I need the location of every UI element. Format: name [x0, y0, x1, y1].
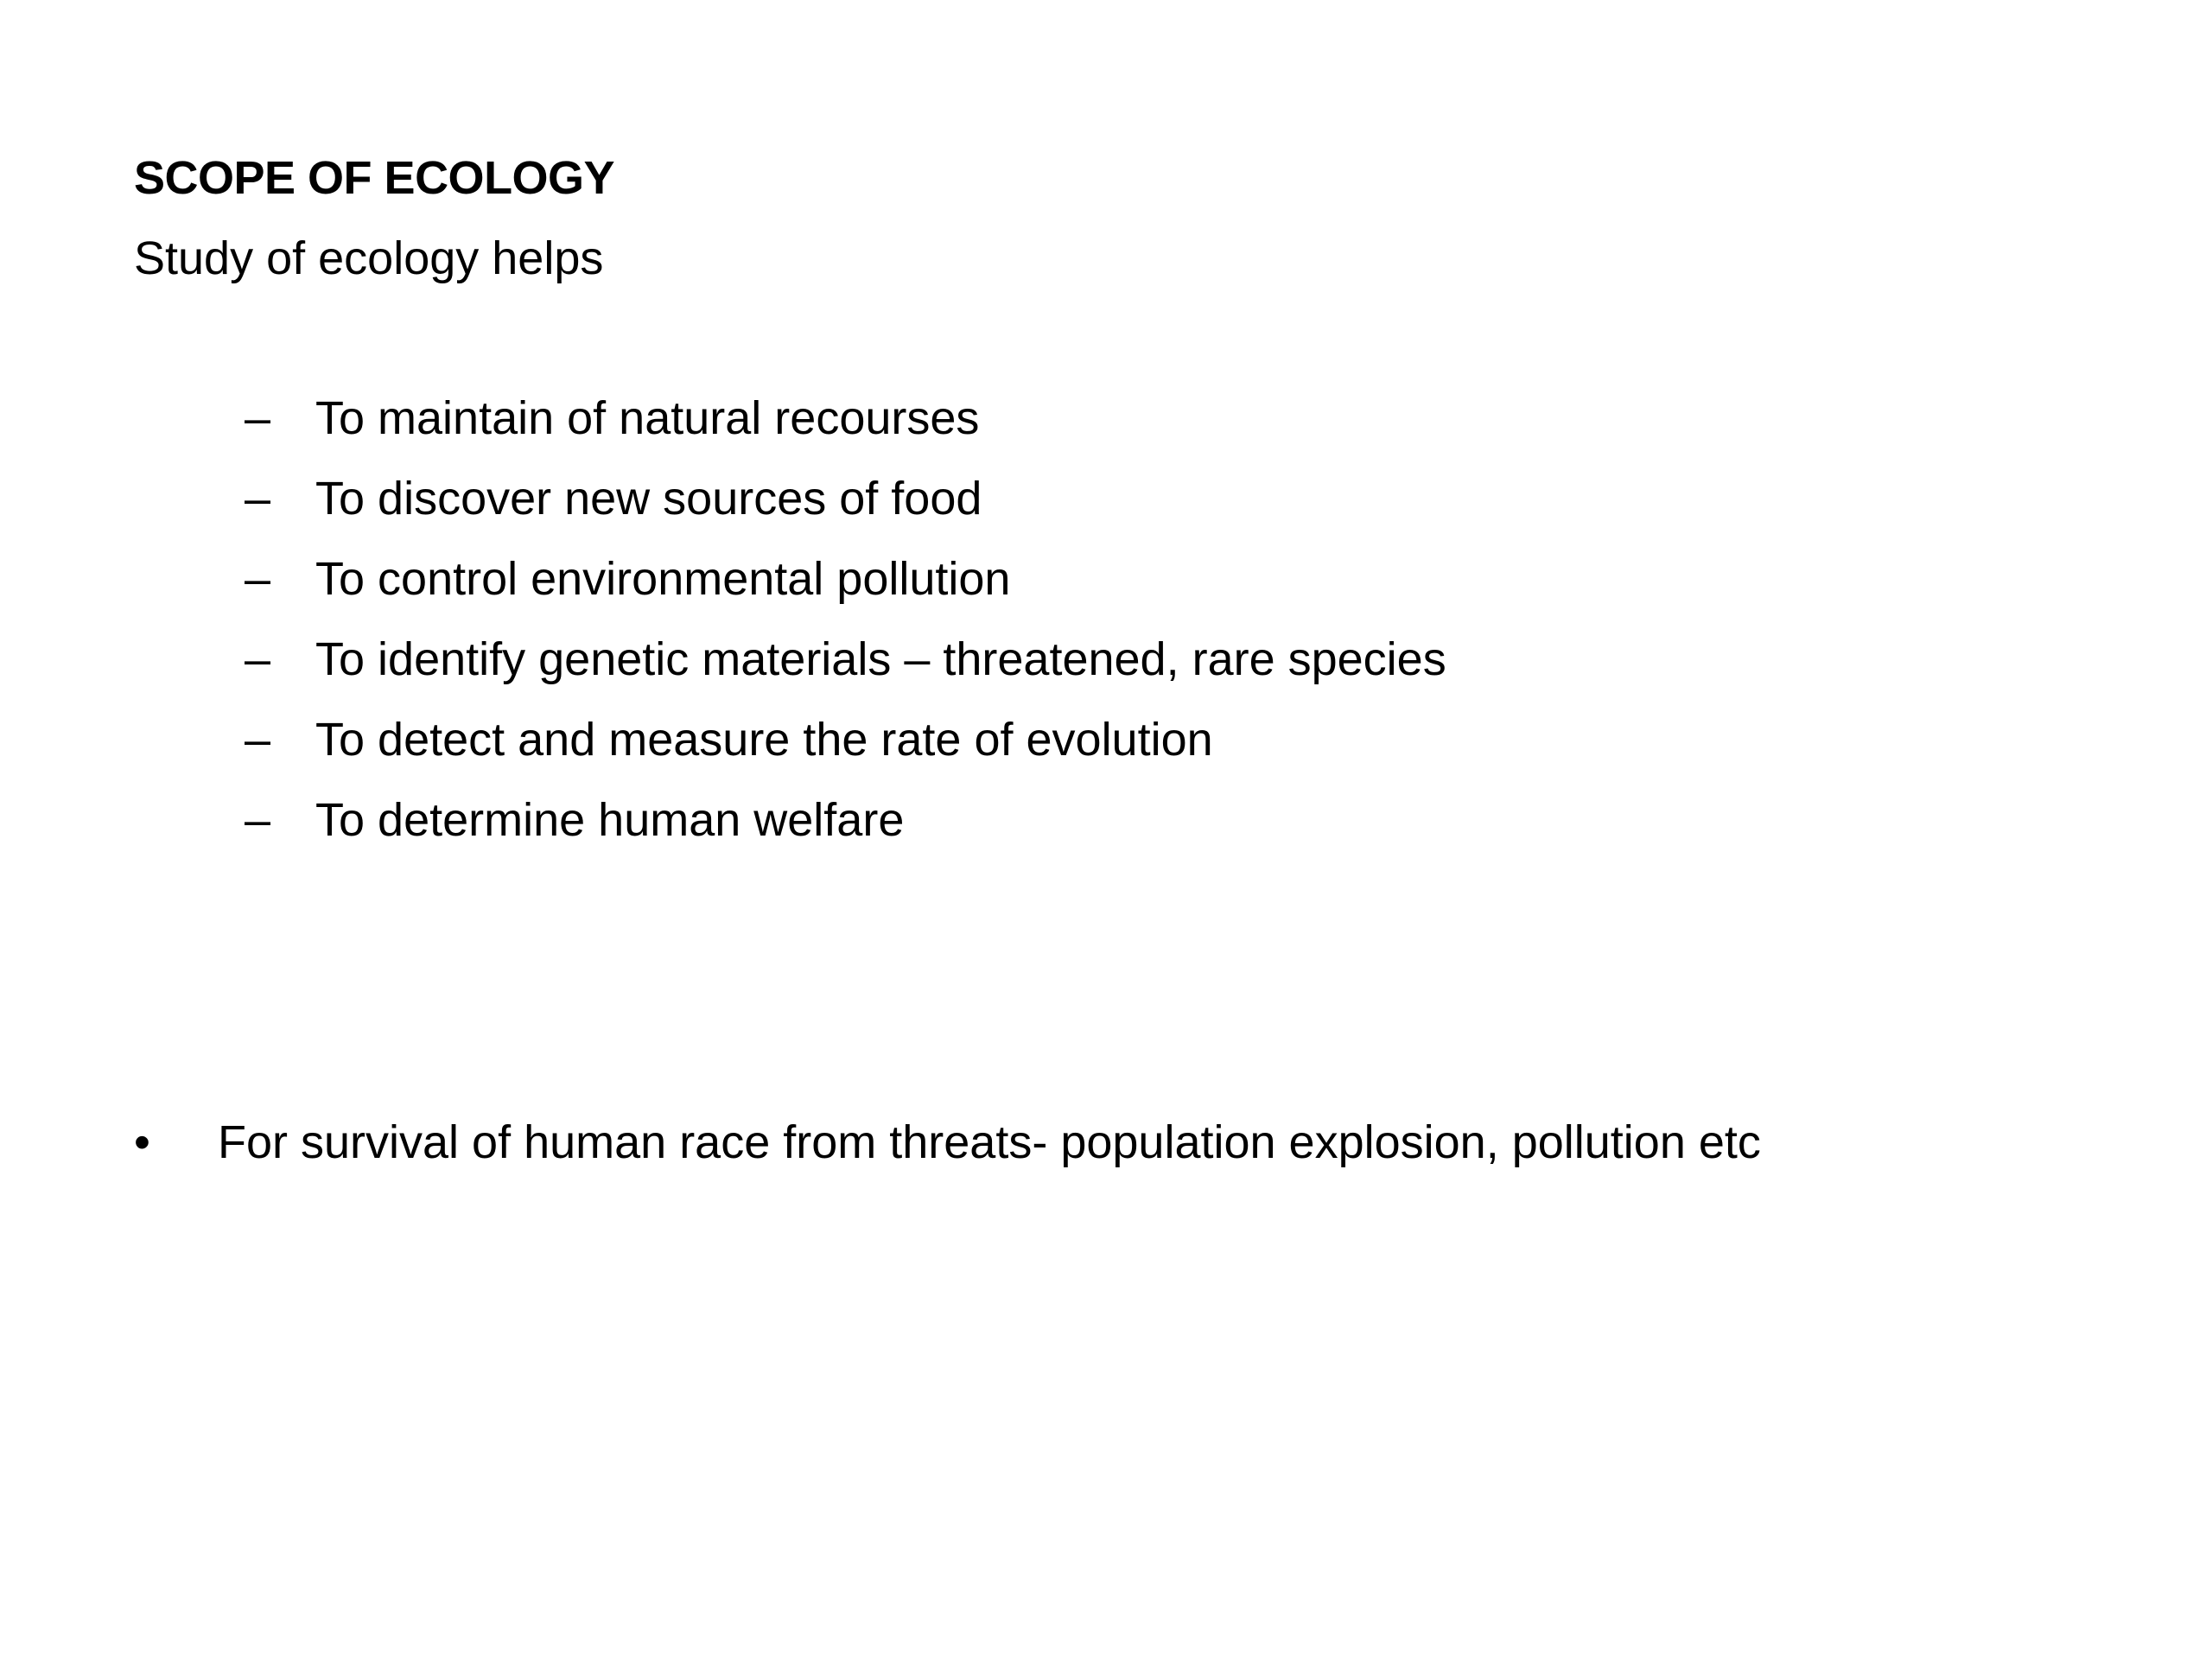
dash-bullet-icon: –	[245, 794, 271, 846]
sub-item-text: To determine human welfare	[315, 794, 905, 846]
dot-bullet-icon: •	[134, 1116, 150, 1168]
sub-item-text: To detect and measure the rate of evolution	[315, 714, 1213, 766]
dash-bullet-icon: –	[245, 633, 271, 685]
intro-text: Study of ecology helps	[134, 232, 604, 284]
sub-item-text: To maintain of natural recourses	[315, 392, 980, 444]
slide-title: SCOPE OF ECOLOGY	[134, 152, 615, 204]
dash-bullet-icon: –	[245, 553, 271, 605]
main-item-text: For survival of human race from threats- population explosion, pollution etc	[218, 1116, 1761, 1168]
sub-item-text: To control environmental pollution	[315, 553, 1011, 605]
sub-item-text: To discover new sources of food	[315, 473, 982, 524]
dash-bullet-icon: –	[245, 714, 271, 766]
sub-item-text: To identify genetic materials – threatened, rare species	[315, 633, 1446, 685]
dash-bullet-icon: –	[245, 392, 271, 444]
dash-bullet-icon: –	[245, 473, 271, 524]
